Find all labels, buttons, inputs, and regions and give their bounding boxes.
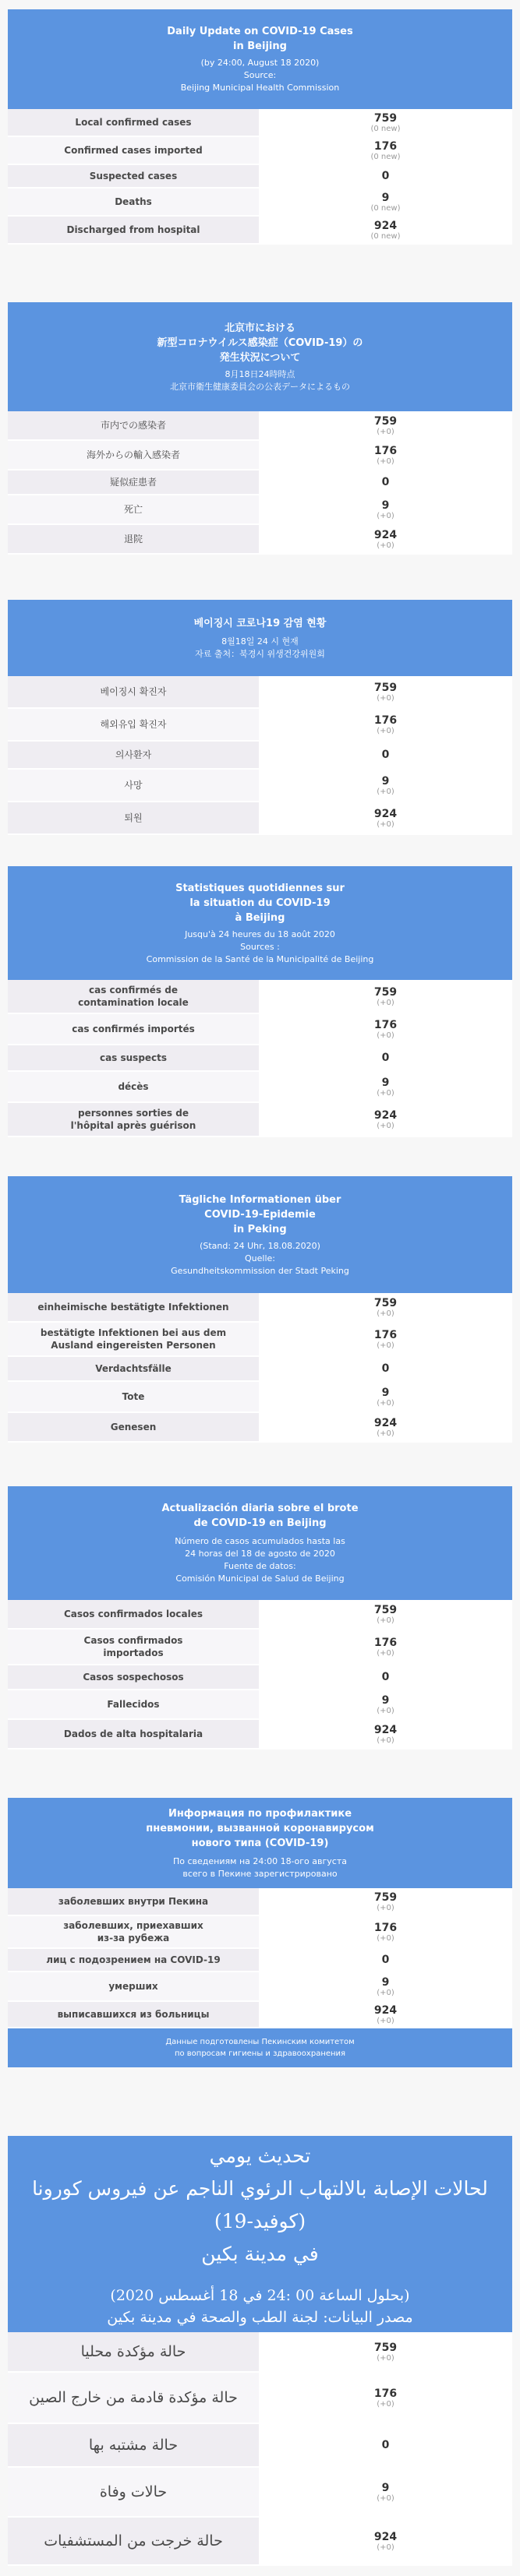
stat-value: 0 (381, 1052, 390, 1064)
stat-value-cell (259, 1014, 512, 1044)
stat-value-cell (259, 2332, 512, 2371)
stat-value: 0 (381, 1954, 390, 1966)
stat-change: (+0) (377, 1736, 394, 1745)
stat-change: (+0) (377, 541, 394, 550)
stat-change: (+0) (377, 1903, 394, 1912)
stat-value: 0 (381, 170, 390, 182)
panel-title: 北京市における 新型コロナウイルス感染症（COVID-19）の 発生状況について (157, 322, 363, 364)
panel-title: Actualización diaria sobre el brote de COVID-19 en Beijing (161, 1503, 359, 1529)
panel-header (8, 1798, 512, 1888)
panel-subtitle: (Stand: 24 Uhr, 18.08.2020) Quelle: Gesundheitskommission der Stadt Peking (171, 1240, 349, 1276)
panel-title: Daily Update on COVID-19 Cases in Beijing (167, 26, 353, 52)
stat-label: Suspected cases (8, 165, 259, 187)
stat-label: personnes sorties de l'hôpital après guérison (8, 1103, 259, 1136)
stat-label: Deaths (8, 189, 259, 215)
stat-row-discharged (8, 1720, 512, 1750)
stat-row-imported (8, 1323, 512, 1357)
stat-label: 海外からの輸入感染者 (8, 441, 259, 469)
stat-change: (+0) (377, 2399, 394, 2409)
panel-subtitle: 8월18일 24 시 현재 자료 출처：북경시 위생건강위원회 (195, 636, 325, 659)
stat-label: заболевших внутри Пекина (8, 1888, 259, 1915)
stat-change: (+0) (377, 456, 394, 466)
stat-label: حالات وفاة (8, 2468, 259, 2516)
stat-label: einheimische bestätigte Infektionen (8, 1293, 259, 1321)
stat-change: (+0) (377, 998, 394, 1007)
stats-table (8, 676, 512, 835)
stat-row-local (8, 2332, 512, 2373)
panel-korean (8, 600, 512, 835)
stat-value-cell (259, 1413, 512, 1441)
stat-value-cell (259, 1888, 512, 1915)
stat-value-cell (259, 1690, 512, 1718)
panel-header (8, 1176, 512, 1293)
stat-change: (+0) (377, 1088, 394, 1098)
stat-change: (+0) (377, 1398, 394, 1408)
stat-row-deaths (8, 770, 512, 802)
panel-subtitle: (by 24:00, August 18 2020) Source: Beijing Municipal Health Commission (180, 58, 340, 93)
stat-value-cell (259, 1720, 512, 1748)
stat-value: 924 (373, 807, 398, 820)
stat-row-suspected (8, 1045, 512, 1072)
stat-label: 사망 (8, 770, 259, 801)
stat-change: (+0) (377, 1121, 394, 1130)
panel-header (8, 302, 512, 411)
stat-label: Genesen (8, 1413, 259, 1441)
stat-change: (+0) (377, 726, 394, 735)
stat-row-local (8, 411, 512, 441)
stat-row-local (8, 676, 512, 709)
stat-value-cell (259, 189, 512, 215)
stat-label: حالة مشتبه بها (8, 2424, 259, 2466)
stat-label: заболевших, приехавших из-за рубежа (8, 1916, 259, 1947)
stat-row-imported (8, 2373, 512, 2424)
panel-header (8, 600, 512, 676)
stat-value: 924 (373, 1108, 398, 1122)
stat-change: (+0) (377, 819, 394, 829)
stat-row-discharged (8, 802, 512, 835)
stat-value-cell (259, 980, 512, 1013)
stat-change: (+0) (377, 1031, 394, 1040)
stat-value: 924 (373, 1723, 398, 1736)
stat-row-suspected (8, 2424, 512, 2468)
stat-label: 退院 (8, 525, 259, 553)
stat-row-deaths (8, 189, 512, 217)
panel-header (8, 2136, 512, 2332)
stat-change: (+0) (377, 787, 394, 796)
stat-value: 9 (381, 191, 390, 204)
panel-german (8, 1176, 512, 1443)
stat-label: حالة مؤكدة قادمة من خارج الصين (8, 2373, 259, 2423)
panel-title: Информация по профилактике пневмонии, вызванной коронавирусом нового типа (COVID-19) (146, 1807, 374, 1849)
stat-value: 759 (373, 1603, 398, 1616)
stat-label: Casos confirmados importados (8, 1630, 259, 1664)
stat-value-cell (259, 1072, 512, 1101)
stat-row-deaths (8, 1072, 512, 1103)
panel-french (8, 866, 512, 1137)
stat-value-cell (259, 1949, 512, 1971)
stats-table (8, 2332, 512, 2566)
stat-row-discharged (8, 1103, 512, 1137)
panel-subtitle: По сведениям на 24:00 18-ого августа всего в Пекине зарегистрировано (173, 1855, 347, 1879)
stat-value: 176 (373, 714, 398, 727)
panel-header (8, 866, 512, 980)
stat-value: 759 (373, 414, 398, 428)
stat-label: Casos confirmados locales (8, 1600, 259, 1628)
panel-english (8, 9, 512, 245)
stat-change: (0 new) (370, 231, 401, 241)
stat-label: 의사환자 (8, 742, 259, 768)
stat-row-deaths (8, 1382, 512, 1413)
panel-title: Tägliche Informationen über COVID-19-Epidemie in Peking (179, 1193, 341, 1235)
stat-label: cas confirmés importés (8, 1014, 259, 1044)
panel-subtitle: (بحلول الساعة 00 :24 في 18 أغسطس 2020) مصدر البيانات: لجنة الطب والصحة في مدينة بكين (107, 2287, 413, 2326)
stat-value: 176 (373, 1636, 398, 1649)
stat-row-deaths (8, 1690, 512, 1720)
stat-value-cell (259, 1916, 512, 1947)
stat-change: (0 new) (370, 124, 401, 133)
stat-change: (0 new) (370, 203, 401, 213)
stat-value-cell (259, 742, 512, 768)
stat-label: Discharged from hospital (8, 217, 259, 243)
stat-value-cell (259, 802, 512, 833)
stat-label: Verdachtsfälle (8, 1357, 259, 1380)
stat-label: Dados de alta hospitalaria (8, 1720, 259, 1748)
stat-value-cell (259, 165, 512, 187)
stat-value-cell (259, 470, 512, 494)
stat-value-cell (259, 2002, 512, 2027)
stat-value: 9 (381, 499, 390, 512)
stat-label: Casos sospechosos (8, 1665, 259, 1689)
stat-label: Fallecidos (8, 1690, 259, 1718)
stat-value-cell (259, 411, 512, 439)
stat-row-local (8, 1600, 512, 1630)
stat-row-discharged (8, 2518, 512, 2566)
stat-value-cell (259, 1293, 512, 1321)
stat-value-cell (259, 1382, 512, 1411)
stats-table (8, 411, 512, 555)
stat-change: (+0) (377, 1309, 394, 1318)
stat-value: 0 (381, 2439, 390, 2451)
stat-label: 퇴원 (8, 802, 259, 833)
stats-table (8, 1888, 512, 2028)
stat-change: (+0) (377, 1341, 394, 1350)
panel-subtitle: 8月18日24時時点 北京市衛生健康委員会の公表データによるもの (170, 368, 350, 392)
stat-row-imported (8, 441, 512, 470)
stat-label: cas confirmés de contamination locale (8, 980, 259, 1013)
stat-change: (+0) (377, 1429, 394, 1438)
panel-arabic (8, 2136, 512, 2566)
stat-value-cell (259, 1972, 512, 2000)
stats-table (8, 109, 512, 245)
stat-value-cell (259, 2424, 512, 2466)
stat-change: (+0) (377, 1616, 394, 1625)
stat-row-local (8, 109, 512, 137)
stat-value: 9 (381, 1386, 390, 1399)
stats-table (8, 1600, 512, 1750)
panel-japanese (8, 302, 512, 555)
stat-label: حالة مؤكدة محليا (8, 2332, 259, 2371)
stat-value-cell (259, 1323, 512, 1355)
panel-title: Statistiques quotidiennes sur la situation du COVID-19 à Beijing (175, 882, 345, 924)
stat-value: 924 (373, 2003, 398, 2017)
stat-value: 176 (373, 139, 398, 153)
stat-change: (+0) (377, 1933, 394, 1943)
stat-row-imported (8, 1014, 512, 1045)
panel-footer: Данные подготовлены Пекинским комитетом по вопросам гигиены и здравоохранения (8, 2028, 512, 2067)
stat-value: 924 (373, 528, 398, 541)
panel-spanish (8, 1486, 512, 1750)
stat-value: 9 (381, 2481, 390, 2494)
stat-row-deaths (8, 1972, 512, 2002)
stat-value-cell (259, 137, 512, 164)
stat-row-discharged (8, 217, 512, 245)
stat-change: (0 new) (370, 152, 401, 161)
panel-subtitle: Número de casos acumulados hasta las 24 horas del 18 de agosto de 2020 Fuente de datos: Comisión Municipal de Salud de Beijing (175, 1536, 345, 1584)
stat-value-cell (259, 1045, 512, 1070)
stat-label: лиц с подозрением на COVID-19 (8, 1949, 259, 1971)
stat-value: 924 (373, 1416, 398, 1429)
stat-value-cell (259, 525, 512, 553)
stat-value: 759 (373, 111, 398, 125)
stat-value-cell (259, 1600, 512, 1628)
stat-row-imported (8, 137, 512, 165)
stat-change: (+0) (377, 2493, 394, 2503)
stat-row-suspected (8, 1357, 512, 1382)
stat-change: (+0) (377, 511, 394, 520)
stat-value: 9 (381, 1076, 390, 1089)
stat-change: (+0) (377, 693, 394, 703)
stat-value: 176 (373, 444, 398, 457)
stat-value: 0 (381, 1671, 390, 1683)
stat-row-local (8, 1293, 512, 1323)
stat-value: 176 (373, 1018, 398, 1031)
stat-value: 0 (381, 749, 390, 761)
stat-value: 9 (381, 774, 390, 788)
stat-value: 176 (373, 1328, 398, 1341)
panel-russian (8, 1798, 512, 2067)
stat-row-local (8, 980, 512, 1014)
stat-row-deaths (8, 2468, 512, 2518)
stat-row-imported (8, 1630, 512, 1665)
stat-value: 924 (373, 2530, 398, 2543)
stat-value: 0 (381, 1362, 390, 1375)
stat-row-discharged (8, 525, 512, 555)
stat-change: (+0) (377, 1648, 394, 1658)
stat-value: 176 (373, 2387, 398, 2400)
stat-value-cell (259, 1103, 512, 1136)
stat-label: выписавшихся из больницы (8, 2002, 259, 2027)
stat-value-cell (259, 1665, 512, 1689)
stat-value-cell (259, 1630, 512, 1664)
stat-value: 759 (373, 1296, 398, 1309)
stat-value-cell (259, 770, 512, 801)
stat-change: (+0) (377, 2353, 394, 2363)
stat-value: 759 (373, 1891, 398, 1904)
stat-row-suspected (8, 1665, 512, 1690)
stat-value-cell (259, 676, 512, 707)
stat-value: 176 (373, 1921, 398, 1934)
stat-value: 924 (373, 219, 398, 232)
stat-value: 0 (381, 476, 390, 488)
stat-label: Tote (8, 1382, 259, 1411)
stat-label: Confirmed cases imported (8, 137, 259, 164)
stat-change: (+0) (377, 427, 394, 436)
panel-title: 베이징시 코로나19 감염 현황 (193, 617, 327, 629)
stat-label: 해외유입 확진자 (8, 709, 259, 740)
stat-row-suspected (8, 165, 512, 189)
stat-value-cell (259, 495, 512, 523)
stat-row-suspected (8, 742, 512, 770)
stat-value: 759 (373, 2341, 398, 2354)
stat-row-discharged (8, 2002, 512, 2028)
stat-label: 疑似症患者 (8, 470, 259, 494)
stat-change: (+0) (377, 2016, 394, 2025)
stat-value-cell (259, 1357, 512, 1380)
stat-value-cell (259, 217, 512, 243)
stat-label: умерших (8, 1972, 259, 2000)
stat-label: Local confirmed cases (8, 109, 259, 136)
stat-value: 759 (373, 681, 398, 694)
stat-row-deaths (8, 495, 512, 525)
stat-label: bestätigte Infektionen bei aus dem Ausland eingereisten Personen (8, 1323, 259, 1355)
stat-value: 9 (381, 1975, 390, 1989)
stat-value-cell (259, 441, 512, 469)
stat-value-cell (259, 709, 512, 740)
stat-change: (+0) (377, 1706, 394, 1715)
stats-table (8, 980, 512, 1137)
stat-value-cell (259, 2373, 512, 2423)
stat-label: 市内での感染者 (8, 411, 259, 439)
stat-row-suspected (8, 1949, 512, 1972)
panel-title: تحديث يومي لحالات الإصابة بالالتهاب الرئوي الناجم عن فيروس كورونا (كوفيد-19) في مدينة بكين (32, 2144, 488, 2265)
stat-label: حالة خرجت من المستشفيات (8, 2518, 259, 2564)
stat-change: (+0) (377, 1988, 394, 1997)
stat-row-suspected (8, 470, 512, 495)
stat-value-cell (259, 109, 512, 136)
stat-label: 베이징시 확진자 (8, 676, 259, 707)
stat-row-local (8, 1888, 512, 1916)
panel-header (8, 9, 512, 109)
stat-label: cas suspects (8, 1045, 259, 1070)
stat-value-cell (259, 2468, 512, 2516)
stat-row-imported (8, 709, 512, 742)
stats-table (8, 1293, 512, 1443)
stat-label: 死亡 (8, 495, 259, 523)
panel-header (8, 1486, 512, 1600)
stat-label: décès (8, 1072, 259, 1101)
stat-change: (+0) (377, 2543, 394, 2552)
stat-value: 759 (373, 985, 398, 999)
stat-value: 9 (381, 1693, 390, 1707)
stat-value-cell (259, 2518, 512, 2564)
stat-row-imported (8, 1916, 512, 1949)
panel-subtitle: Jusqu'à 24 heures du 18 août 2020 Sources : Commission de la Santé de la Municipalité de Beijing (146, 929, 374, 964)
stat-row-discharged (8, 1413, 512, 1443)
